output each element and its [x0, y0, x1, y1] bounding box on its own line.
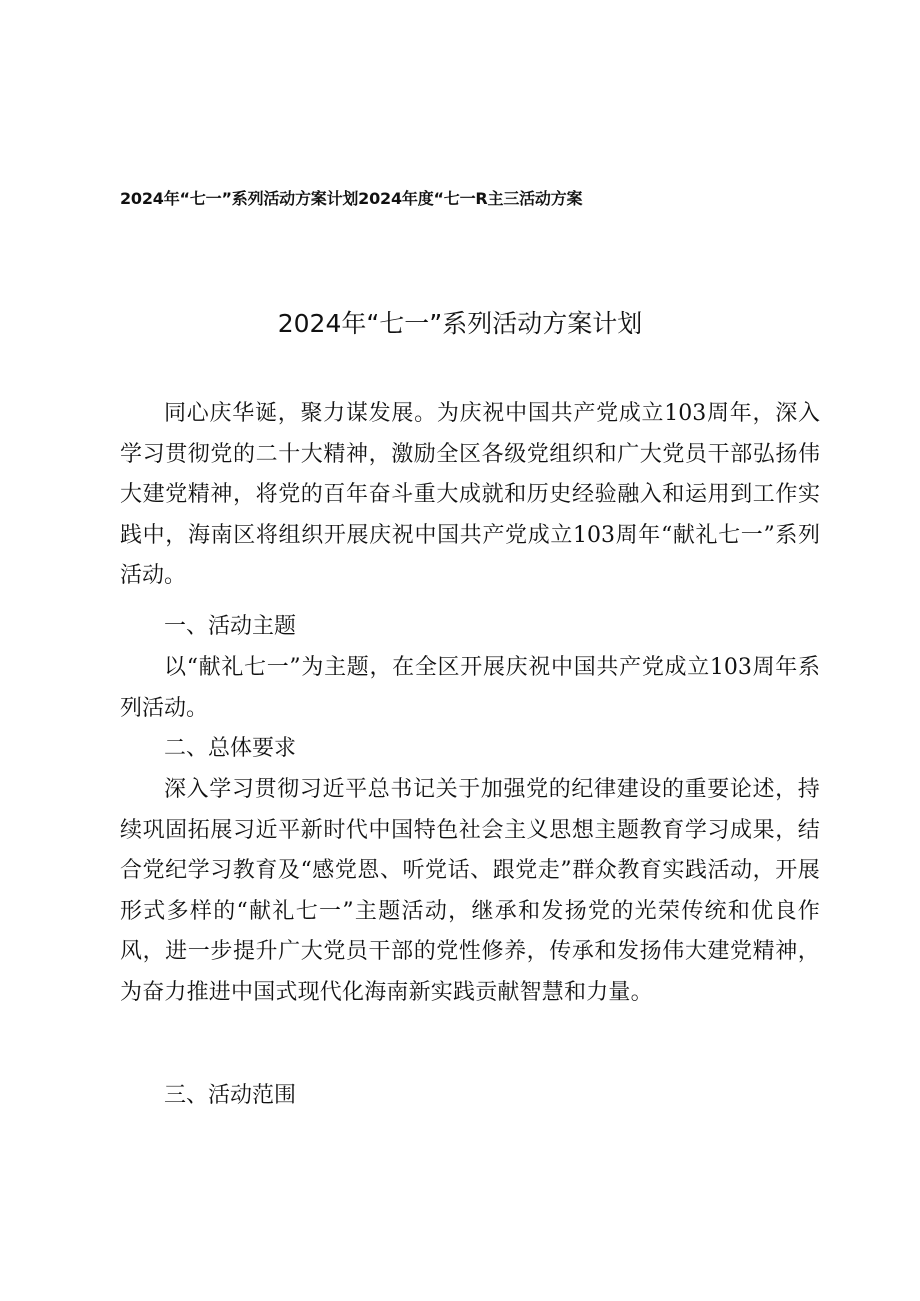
- section-paragraph-requirements: 深入学习贯彻习近平总书记关于加强党的纪律建设的重要论述，持续巩固拓展习近平新时代中国特色社会主义思想主题教育学习成果，结合党纪学习教育及“感党恩、听党话、跟党走”群众教育实践活动，开展形式多样的“献礼七一”主题活动，继承和发扬党的光荣传统和优良作风，进一步提升广大党员干部的党性修养，传承和发扬伟大建党精神，为奋力推进中国式现代化海南新实践贡献智慧和力量。: [120, 777, 820, 1005]
- intro-paragraph: 同心庆华诞，聚力谋发展。为庆祝中国共产党成立103周年，深入学习贯彻党的二十大精神，激励全区各级党组织和广大党员干部弘扬伟大建党精神，将党的百年奋斗重大成就和历史经验融入和运用到工作实践中，海南区将组织开展庆祝中国共产党成立103周年“献礼七一”系列活动。: [120, 401, 820, 588]
- document-header-line: 2024年“七一”系列活动方案计划2024年度“七一R主三活动方案: [120, 189, 583, 208]
- section-heading-theme: 一、活动主题: [164, 614, 297, 639]
- document-title: 2024年“七一”系列活动方案计划: [277, 309, 643, 338]
- section-paragraph-theme: 以“献礼七一”为主题，在全区开展庆祝中国共产党成立103周年系列活动。: [120, 655, 820, 721]
- section-heading-scope: 三、活动范围: [164, 1083, 297, 1108]
- section-heading-requirements: 二、总体要求: [164, 736, 297, 761]
